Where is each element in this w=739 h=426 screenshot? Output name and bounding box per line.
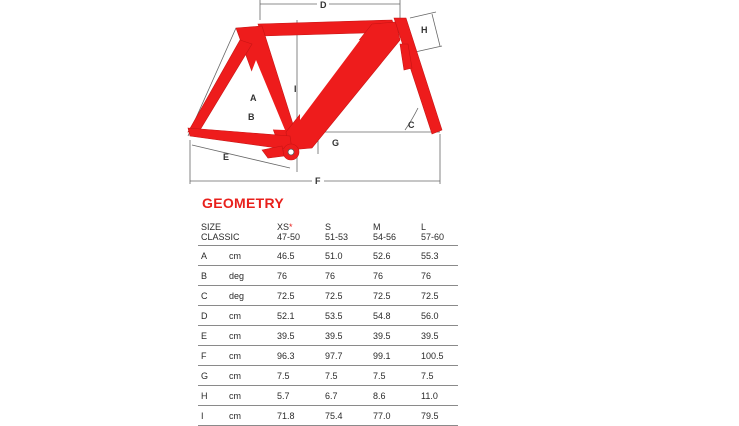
value-cell: 39.5 xyxy=(322,326,370,346)
label-f: F xyxy=(315,176,321,186)
value-cell: 72.5 xyxy=(370,286,418,306)
table-row xyxy=(198,286,458,306)
value-cell: 76 xyxy=(274,266,322,286)
value-cell: 7.5 xyxy=(274,366,322,386)
unit-cell: cm xyxy=(226,406,274,426)
dimension-key: H xyxy=(198,386,226,406)
value-cell: 39.5 xyxy=(370,326,418,346)
value-cell: 72.5 xyxy=(418,286,458,306)
label-g: G xyxy=(332,138,340,148)
value-cell: 72.5 xyxy=(274,286,322,306)
label-c: C xyxy=(408,120,415,130)
table-row xyxy=(198,306,458,326)
table-row xyxy=(198,386,458,406)
unit-cell: cm xyxy=(226,366,274,386)
value-cell: 46.5 xyxy=(274,246,322,266)
value-cell: 76 xyxy=(370,266,418,286)
value-cell: 96.3 xyxy=(274,346,322,366)
bottom-bracket-center xyxy=(288,149,294,155)
dimension-key: D xyxy=(198,306,226,326)
table-row xyxy=(198,346,458,366)
header-size-m: M 54-56 xyxy=(370,220,418,246)
value-cell: 51.0 xyxy=(322,246,370,266)
frame-geometry-diagram xyxy=(0,0,739,195)
value-cell: 39.5 xyxy=(274,326,322,346)
value-cell: 56.0 xyxy=(418,306,458,326)
label-d: D xyxy=(320,0,327,10)
unit-cell: deg xyxy=(226,286,274,306)
value-cell: 5.7 xyxy=(274,386,322,406)
header-size-s: S 51-53 xyxy=(322,220,370,246)
header-size-label: SIZE CLASSIC xyxy=(198,220,274,246)
value-cell: 97.7 xyxy=(322,346,370,366)
unit-cell: deg xyxy=(226,266,274,286)
dimension-key: E xyxy=(198,326,226,346)
value-cell: 77.0 xyxy=(370,406,418,426)
dimension-key: F xyxy=(198,346,226,366)
value-cell: 8.6 xyxy=(370,386,418,406)
dimension-key: I xyxy=(198,406,226,426)
unit-cell: cm xyxy=(226,326,274,346)
dimension-key: A xyxy=(198,246,226,266)
value-cell: 7.5 xyxy=(322,366,370,386)
geometry-table xyxy=(198,220,458,426)
unit-cell: cm xyxy=(226,306,274,326)
value-cell: 7.5 xyxy=(370,366,418,386)
label-i: I xyxy=(294,84,297,94)
label-b: B xyxy=(248,112,255,122)
value-cell: 11.0 xyxy=(418,386,458,406)
value-cell: 54.8 xyxy=(370,306,418,326)
value-cell: 76 xyxy=(418,266,458,286)
value-cell: 100.5 xyxy=(418,346,458,366)
value-cell: 76 xyxy=(322,266,370,286)
header-size-xs: XS* 47-50 xyxy=(274,220,322,246)
dimension-key: C xyxy=(198,286,226,306)
table-row xyxy=(198,326,458,346)
header-size-l: L 57-60 xyxy=(418,220,458,246)
value-cell: 75.4 xyxy=(322,406,370,426)
table-row xyxy=(198,366,458,386)
dimension-key: B xyxy=(198,266,226,286)
value-cell: 72.5 xyxy=(322,286,370,306)
value-cell: 79.5 xyxy=(418,406,458,426)
value-cell: 53.5 xyxy=(322,306,370,326)
value-cell: 52.1 xyxy=(274,306,322,326)
value-cell: 39.5 xyxy=(418,326,458,346)
value-cell: 55.3 xyxy=(418,246,458,266)
table-row xyxy=(198,246,458,266)
unit-cell: cm xyxy=(226,386,274,406)
value-cell: 99.1 xyxy=(370,346,418,366)
unit-cell: cm xyxy=(226,346,274,366)
value-cell: 6.7 xyxy=(322,386,370,406)
dimension-key: G xyxy=(198,366,226,386)
table-row xyxy=(198,266,458,286)
value-cell: 52.6 xyxy=(370,246,418,266)
table-header-row xyxy=(198,220,458,246)
unit-cell: cm xyxy=(226,246,274,266)
label-h: H xyxy=(421,25,428,35)
label-e: E xyxy=(223,152,230,162)
value-cell: 7.5 xyxy=(418,366,458,386)
value-cell: 71.8 xyxy=(274,406,322,426)
geometry-title: GEOMETRY xyxy=(202,195,284,211)
label-a: A xyxy=(250,93,257,103)
